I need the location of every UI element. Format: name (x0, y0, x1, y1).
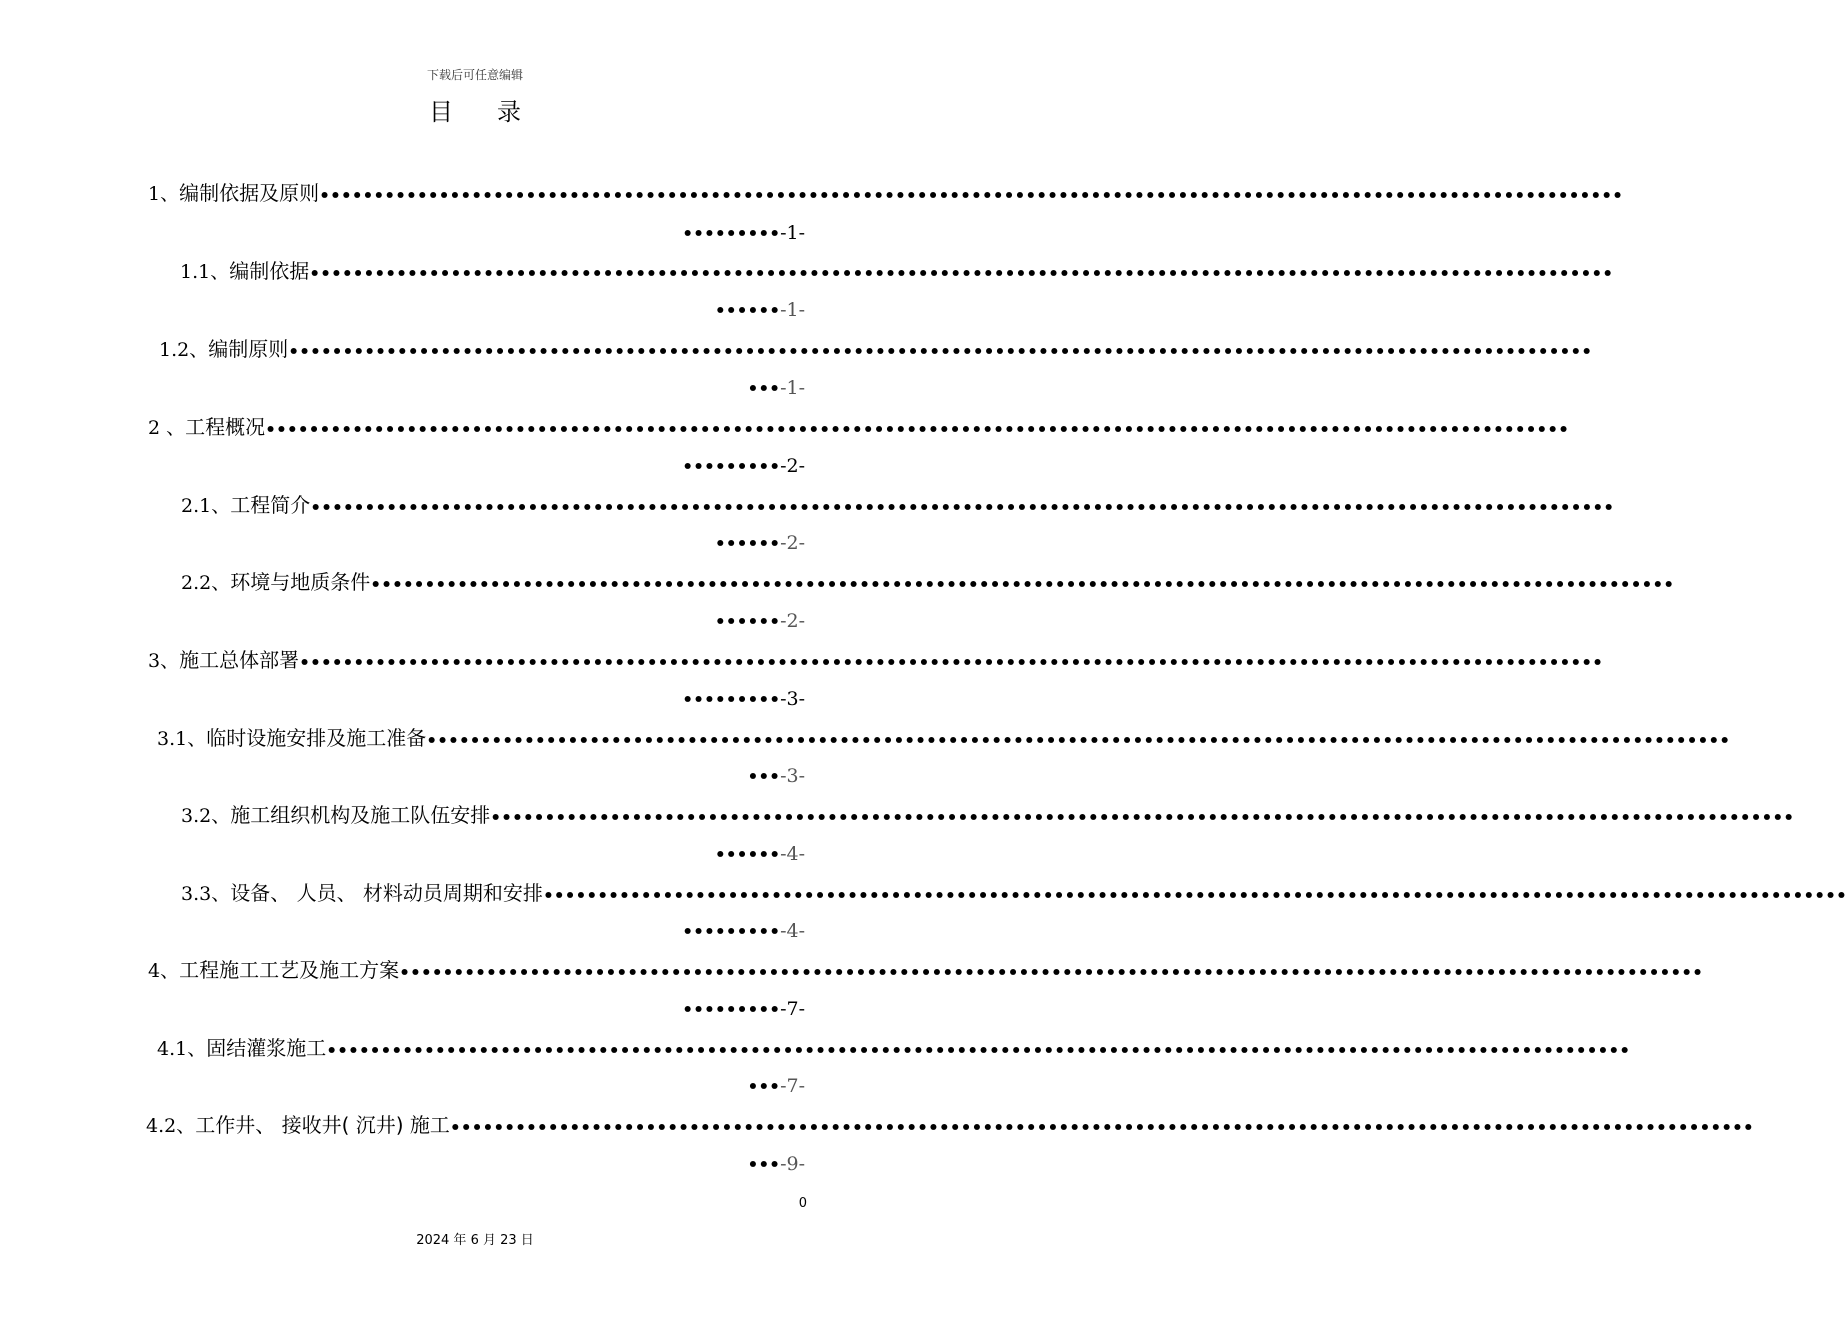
toc-entry[interactable] (148, 957, 1703, 983)
toc-page-number: -4- (780, 920, 805, 942)
toc-leader-dots: •••••••••••••••••••••••••••••••••••••••••••••••••••••••••••••••••••••••••••••••••••••••••••••••••••••••••••••••••••••••• (370, 575, 1675, 595)
toc-page-number: -7- (780, 1075, 805, 1097)
toc-entry-number: 3.1、 (157, 728, 207, 750)
toc-page-ref[interactable] (747, 375, 805, 399)
toc-entry-number: 4.2、 (146, 1115, 196, 1137)
toc-leader-dots: •••••••••••••••••••••••••••••••••••••••••••••••••••••••••••••••••••••••••••••••••••••••••••••••••••••••••••••••••••••••• (299, 653, 1603, 673)
toc-leader-dots: •••••••••••••••••••••••••••••••••••••••••••••••••••••••••••••••••••••••••••••••••••••••••••••••••••••••••••••••••••••••• (326, 1041, 1631, 1061)
toc-leader-dots: •••••••••••••••••••••••••••••••••••••••••••••••••••••••••••••••••••••••••••••••••••••••••••••••••••••••••••••••••••••••• (319, 186, 1623, 206)
toc-page-number: -3- (780, 765, 805, 787)
toc-entry[interactable] (148, 180, 1623, 206)
date-footer: 2024 年 6 月 23 日 (416, 1233, 534, 1248)
toc-entry-title: 工程概况 (185, 415, 266, 439)
toc-page-ref[interactable] (715, 297, 805, 321)
toc-entry[interactable] (148, 647, 1603, 673)
toc-page-number: -3- (780, 688, 805, 710)
toc-page-ref[interactable] (715, 841, 805, 865)
toc-leader-dots: •••••••••••••••••••••••••••••••••••••••••••••••••••••••••••••••••••••••••••••••••••••••••••••••••••••••••••••••••••••••• (265, 420, 1570, 440)
toc-entry[interactable] (159, 336, 1593, 362)
toc-page-number: -2- (780, 610, 805, 632)
toc-page-number: -1- (780, 377, 805, 399)
page-title: 目录 (429, 98, 565, 126)
toc-entry[interactable] (157, 725, 1731, 751)
toc-entry-title: 施工总体部署 (179, 648, 300, 672)
toc-entry-number: 1.1、 (180, 261, 230, 283)
toc-leader-dots: •••••••••••••••••••••••••••••••••••••••••••••••••••••••••••••••••••••••••••••••••••••••••••••••••••••••••••••••••••••••• (449, 1118, 1754, 1138)
toc-entry[interactable] (157, 1035, 1631, 1061)
toc-page-dots: ••• (747, 1155, 781, 1175)
page-index-number: 0 (798, 1196, 807, 1211)
toc-page-dots: ••••••••• (682, 690, 781, 710)
toc-page-dots: ••••••••• (682, 224, 781, 244)
toc-entry-title: 编制原则 (208, 337, 289, 361)
toc-entry-title: 固结灌浆施工 (206, 1036, 327, 1060)
toc-entry-number: 2 、 (148, 417, 186, 439)
toc-entry-number: 2.1、 (181, 495, 231, 517)
toc-leader-dots: •••••••••••••••••••••••••••••••••••••••••••••••••••••••••••••••••••••••••••••••••••••••••••••••••••••••••••••••••••••••• (288, 342, 1593, 362)
toc-entry-title: 临时设施安排及施工准备 (206, 726, 427, 750)
toc-page-number: -4- (780, 843, 805, 865)
toc-entry[interactable] (181, 569, 1675, 595)
toc-page-dots: •••••• (714, 612, 781, 632)
toc-page-number: -2- (780, 532, 805, 554)
toc-page-dots: ••••••••• (682, 1000, 781, 1020)
toc-entry[interactable] (180, 258, 1614, 284)
toc-page-dots: ••••••••• (682, 457, 781, 477)
toc-leader-dots: •••••••••••••••••••••••••••••••••••••••••••••••••••••••••••••••••••••••••••••••••••••••••••••••••••••••••••••••••••••••• (310, 498, 1615, 518)
toc-page-dots: •••••• (714, 534, 781, 554)
toc-entry-number: 4、 (148, 960, 180, 982)
toc-page-number: -1- (780, 299, 805, 321)
toc-page-dots: ••• (747, 767, 781, 787)
toc-entry-title: 施工组织机构及施工队伍安排 (230, 803, 491, 827)
toc-page-dots: ••••••••• (682, 922, 781, 942)
toc-entry-title: 环境与地质条件 (230, 570, 371, 594)
toc-page-number: -9- (780, 1153, 805, 1175)
toc-page-dots: ••• (747, 1077, 781, 1097)
toc-leader-dots: •••••••••••••••••••••••••••••••••••••••••••••••••••••••••••••••••••••••••••••••••••••••••••••••••••••••••••••••••••••••• (399, 963, 1703, 983)
toc-entry-number: 1、 (148, 183, 180, 205)
toc-page-ref[interactable] (715, 530, 805, 554)
toc-page-ref[interactable] (747, 763, 805, 787)
toc-entry[interactable] (181, 492, 1615, 518)
toc-leader-dots: •••••••••••••••••••••••••••••••••••••••••••••••••••••••••••••••••••••••••••••••••••••••••••••••••••••••••••••••••••••••• (426, 731, 1731, 751)
header-note: 下载后可任意编辑 (426, 68, 523, 82)
toc-page-ref[interactable] (747, 1151, 805, 1175)
toc-page-ref[interactable] (682, 996, 805, 1020)
toc-page-dots: •••••• (714, 845, 781, 865)
toc-entry-number: 2.2、 (181, 572, 231, 594)
toc-entry-number: 3、 (148, 650, 180, 672)
toc-entry[interactable] (181, 802, 1795, 828)
toc-page-ref[interactable] (682, 918, 805, 942)
toc-page-ref[interactable] (747, 1073, 805, 1097)
toc-entry-title: 编制依据 (229, 259, 310, 283)
toc-page-ref[interactable] (682, 453, 805, 477)
toc-leader-dots: •••••••••••••••••••••••••••••••••••••••••••••••••••••••••••••••••••••••••••••••••••••••••••••••••••••••••••••••••••••••• (542, 886, 1847, 906)
toc-entry-number: 1.2、 (159, 339, 209, 361)
toc-entry-title: 工程简介 (230, 493, 311, 517)
toc-entry-title: 设备、 人员、 材料动员周期和安排 (230, 881, 543, 905)
toc-entry-number: 3.3、 (181, 883, 231, 905)
toc-entry-number: 3.2、 (181, 805, 231, 827)
toc-leader-dots: •••••••••••••••••••••••••••••••••••••••••••••••••••••••••••••••••••••••••••••••••••••••••••••••••••••••••••••••••••••••• (309, 264, 1614, 284)
toc-page-number: -7- (780, 998, 805, 1020)
toc-page-ref[interactable] (682, 686, 805, 710)
toc-entry-title: 工作井、 接收井( 沉井) 施工 (195, 1113, 450, 1137)
toc-page-ref[interactable] (682, 220, 805, 244)
toc-entry[interactable] (148, 414, 1570, 440)
toc-page-dots: ••• (747, 379, 781, 399)
toc-leader-dots: •••••••••••••••••••••••••••••••••••••••••••••••••••••••••••••••••••••••••••••••••••••••••••••••••••••••••••••••••••••••• (490, 808, 1795, 828)
toc-entry-title: 编制依据及原则 (179, 181, 320, 205)
toc-entry[interactable] (181, 880, 1847, 906)
toc-entry[interactable] (146, 1112, 1754, 1138)
toc-page-dots: •••••• (714, 301, 781, 321)
toc-page-number: -1- (780, 222, 805, 244)
toc-entry-title: 工程施工工艺及施工方案 (179, 958, 400, 982)
toc-entry-number: 4.1、 (157, 1038, 207, 1060)
toc-page-number: -2- (780, 455, 805, 477)
toc-page-ref[interactable] (715, 608, 805, 632)
